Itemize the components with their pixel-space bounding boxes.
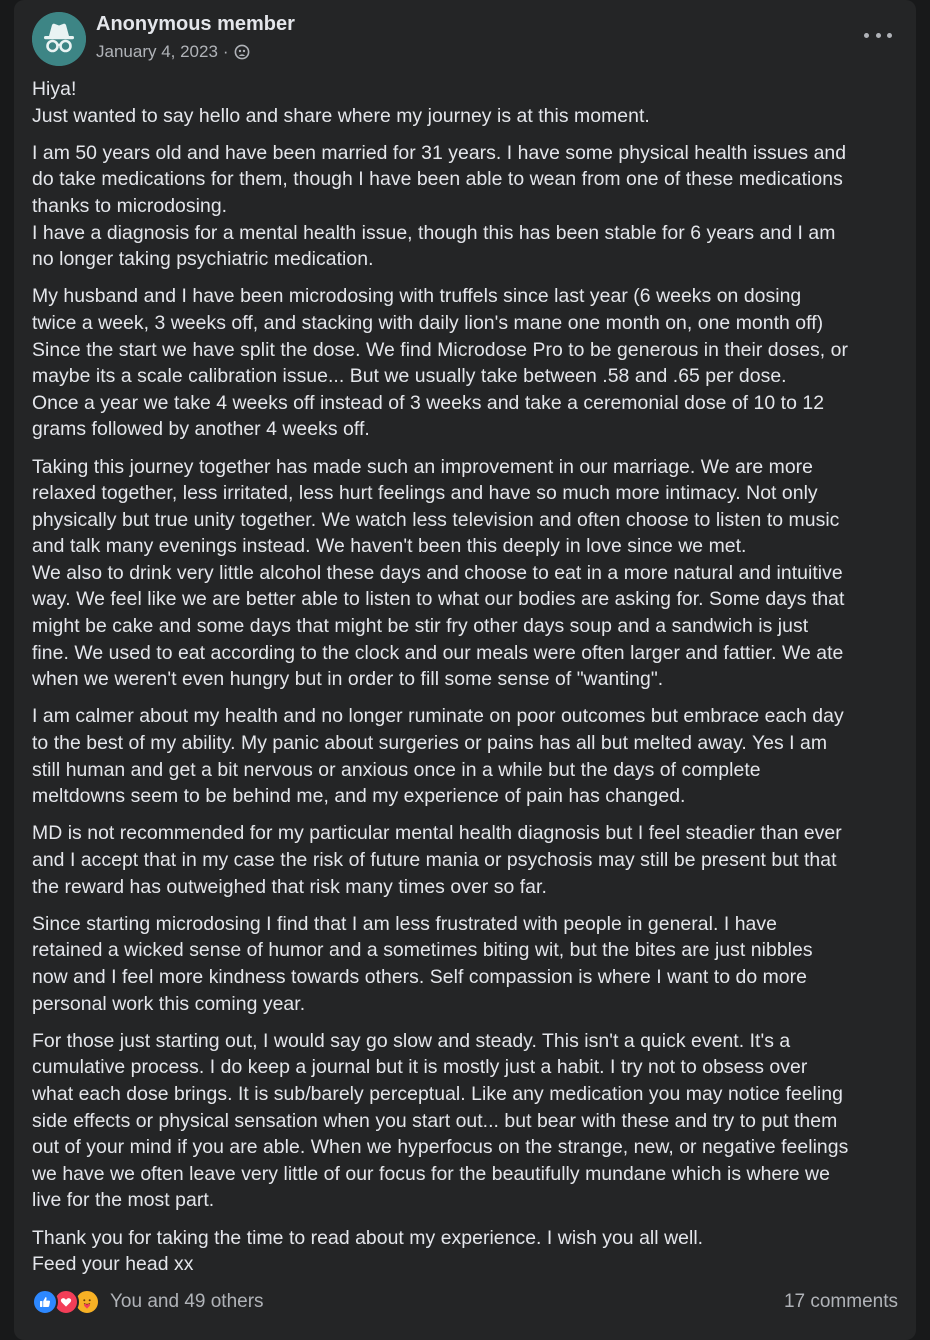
post-paragraph	[32, 911, 898, 1017]
post-text-line: the reward has outweighed that risk many times over so far.	[32, 875, 547, 898]
more-dot	[887, 33, 892, 38]
post-text-line: live for the most part.	[32, 1189, 215, 1212]
post-text-line: and I accept that in my case the risk of future mania or psychosis may still be present but that	[32, 849, 837, 871]
comments-count[interactable]: 17 comments	[783, 1291, 898, 1312]
post-card	[14, 0, 916, 1340]
post-text-line: thanks to microdosing.	[32, 194, 228, 217]
author-name[interactable]: Anonymous member	[96, 13, 295, 35]
post-paragraph	[32, 820, 898, 900]
reaction-icons	[32, 1289, 100, 1315]
incognito-icon	[32, 12, 86, 66]
post-text-line: For those just starting out, I would say go slow and steady. This isn't a quick event. It's a	[32, 1029, 791, 1052]
post-text-line: I am calmer about my health and no longer ruminate on poor outcomes but embrace each day	[32, 705, 844, 728]
post-paragraph	[32, 703, 898, 809]
post-text-line: We also to drink very little alcohol these days and choose to eat in a more natural and intuitive	[32, 561, 843, 584]
post-text-line: way. We feel like we are better able to listen to what our bodies are asking for. Some days that	[32, 588, 845, 611]
post-text-line: maybe its a scale calibration issue... But we usually take between .58 and .65 per dose.	[32, 365, 787, 388]
more-dot	[864, 33, 869, 38]
reactions-count: You and 49 others	[110, 1291, 264, 1312]
post-text-line: to the best of my ability. My panic about surgeries or pains has all but melted away. Yes I am	[32, 732, 828, 755]
post-text-line: side effects or physical sensation when you start out... but bear with these and try to put them	[32, 1109, 838, 1132]
post-date[interactable]: January 4, 2023	[96, 42, 218, 61]
post-text-line: I am 50 years old and have been married for 31 years. I have some physical health issues and	[32, 141, 847, 164]
like-icon	[32, 1289, 58, 1315]
post-text-line: physically but true unity together. We watch less television and often choose to listen to music	[32, 508, 840, 531]
post-text-line: do take medications for them, though I have been able to wean from one of these medications	[32, 168, 843, 191]
post-text-line: Just wanted to say hello and share where my journey is at this moment.	[32, 104, 650, 127]
post-text-line: what each dose brings. It is sub/barely perceptual. Like any medication you may notice feeling	[32, 1082, 843, 1105]
post-text-line: MD is not recommended for my particular mental health diagnosis but I feel steadier than ever	[32, 822, 842, 845]
more-options-icon[interactable]	[864, 26, 892, 44]
post-paragraph	[32, 1225, 898, 1278]
meta-separator: ·	[222, 42, 229, 61]
post-text-line: meltdowns seem to be behind me, and my experience of pain has changed.	[32, 785, 686, 808]
group-icon	[234, 44, 250, 60]
post-text-line: personal work this coming year.	[32, 992, 306, 1015]
post-text-line: still human and get a bit nervous or anxious once in a while but the days of complete	[32, 758, 761, 781]
post-text-line: I have a diagnosis for a mental health issue, though this has been stable for 6 years and I am	[32, 221, 836, 244]
post-text-line: and talk many evenings instead. We haven't been this deeply in love since we met.	[32, 535, 747, 558]
post-text-line: out of your mind if you are able. When we hyperfocus on the strange, new, or negative feelings	[32, 1136, 849, 1159]
post-text-line: relaxed together, less irritated, less hurt feelings and have so much more intimacy. Not only	[32, 482, 818, 505]
more-dot	[876, 33, 881, 38]
avatar[interactable]	[32, 12, 86, 66]
post-text-line: we have we often leave very little of our focus for the beautifully mundane which is where we	[32, 1162, 830, 1185]
post-footer	[32, 1288, 898, 1316]
post-text-line: retained a wicked sense of humor and a sometimes biting wit, but the bites are just nibbles	[32, 939, 813, 962]
post-text	[32, 76, 898, 1288]
post-text-line: when we weren't even hungry but in order to fill some sense of "wanting".	[32, 668, 664, 691]
post-meta	[96, 42, 250, 62]
post-text-line: cumulative process. I do keep a journal but it is mostly just a habit. I try not to obsess over	[32, 1056, 808, 1079]
post-paragraph	[32, 454, 898, 693]
post-text-line: Hiya!	[32, 78, 77, 100]
post-text-line: Since starting microdosing I find that I am less frustrated with people in general. I have	[32, 912, 777, 935]
post-text-line: Taking this journey together has made such an improvement in our marriage. We are more	[32, 455, 814, 478]
post-text-line: Since the start we have split the dose. We find Microdose Pro to be generous in their doses, or	[32, 338, 849, 361]
post-text-line: no longer taking psychiatric medication.	[32, 248, 374, 271]
post-paragraph	[32, 140, 898, 273]
post-text-line: might be cake and some days that might be stir fry other days soup and a sandwich is just	[32, 615, 809, 638]
post-paragraph	[32, 1028, 898, 1214]
post-text-line: Thank you for taking the time to read about my experience. I wish you all well.	[32, 1226, 704, 1249]
reactions-summary[interactable]	[32, 1289, 264, 1315]
post-text-line: My husband and I have been microdosing with truffels since last year (6 weeks on dosing	[32, 285, 802, 308]
post-text-line: fine. We used to eat according to the clock and our meals were often larger and fattier. We ate	[32, 641, 844, 664]
post-text-line: Once a year we take 4 weeks off instead of 3 weeks and take a ceremonial dose of 10 to 12	[32, 391, 825, 414]
post-text-line: twice a week, 3 weeks off, and stacking with daily lion's mane one month on, one month off)	[32, 311, 824, 334]
post-paragraph	[32, 76, 898, 129]
post-text-line: now and I feel more kindness towards others. Self compassion is where I want to do more	[32, 965, 807, 988]
post-text-line: grams followed by another 4 weeks off.	[32, 418, 370, 441]
post-text-line: Feed your head xx	[32, 1253, 194, 1276]
post-paragraph	[32, 283, 898, 443]
